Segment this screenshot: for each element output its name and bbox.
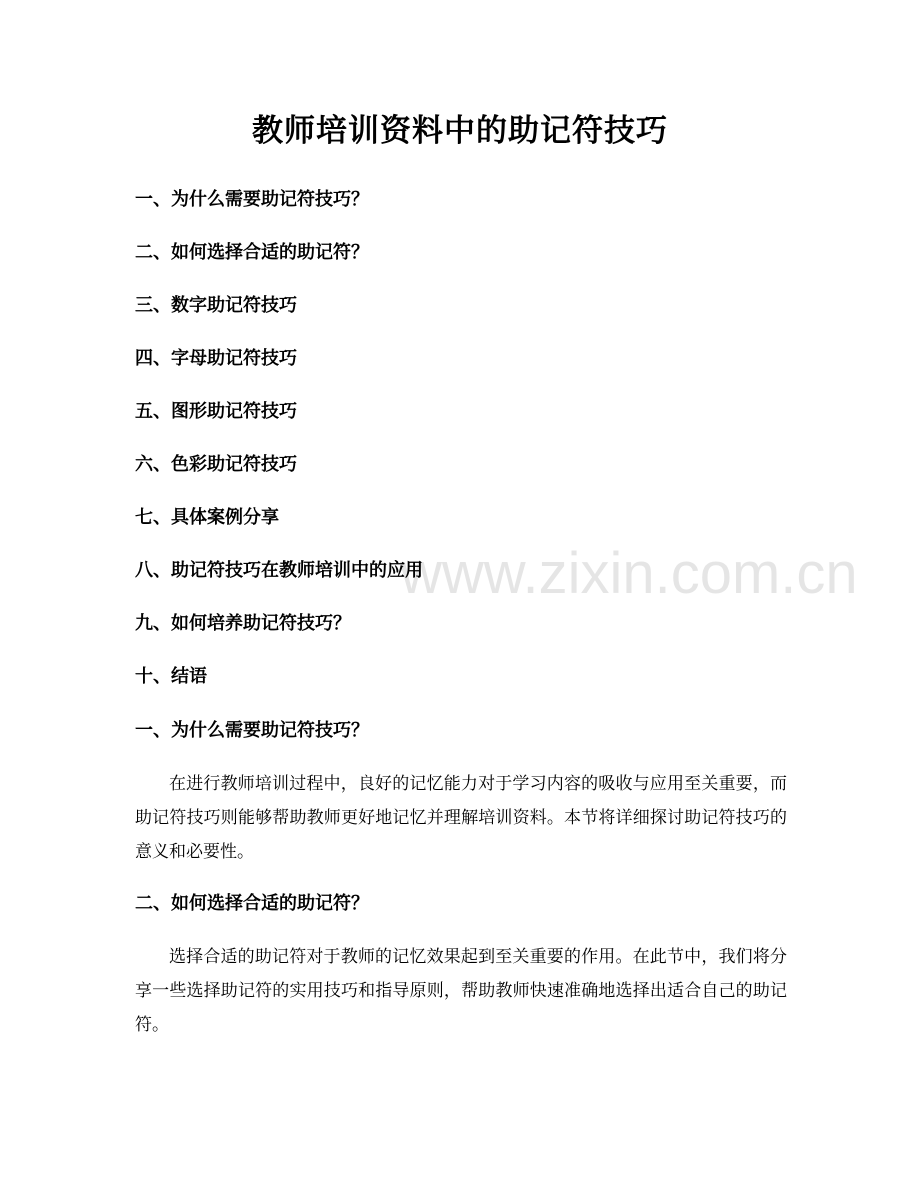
toc-item: 九、如何培养助记符技巧？ [135,613,351,634]
toc-item: 一、为什么需要助记符技巧？ [135,189,369,210]
section-paragraph: 选择合适的助记符对于教师的记忆效果起到至关重要的作用。在此节中，我们将分享一些选择助记符的实用技巧和指导原则，帮助教师快速准确地选择出适合自己的助记符。 [135,947,787,1035]
toc-item: 五、图形助记符技巧 [135,401,297,422]
section-why-mnemonics [135,715,787,869]
watermark: www.zixin.com.cn [400,541,858,606]
toc-item: 六、色彩助记符技巧 [135,454,297,475]
toc-item: 七、具体案例分享 [135,507,279,528]
section-choose-mnemonics [135,888,787,1042]
toc-item: 二、如何选择合适的助记符？ [135,242,369,263]
document-title: 教师培训资料中的助记符技巧 [252,113,668,149]
toc-item: 八、助记符技巧在教师培训中的应用 [135,560,423,581]
section-paragraph: 在进行教师培训过程中，良好的记忆能力对于学习内容的吸收与应用至关重要，而助记符技巧则能够帮助教师更好地记忆并理解培训资料。本节将详细探讨助记符技巧的意义和必要性。 [135,774,787,862]
toc-item: 四、字母助记符技巧 [135,348,297,369]
toc-item: 三、数字助记符技巧 [135,295,297,316]
section-heading: 二、如何选择合适的助记符？ [135,893,369,914]
table-of-contents [135,184,795,714]
toc-item: 十、结语 [135,666,207,687]
section-heading: 一、为什么需要助记符技巧？ [135,720,369,741]
